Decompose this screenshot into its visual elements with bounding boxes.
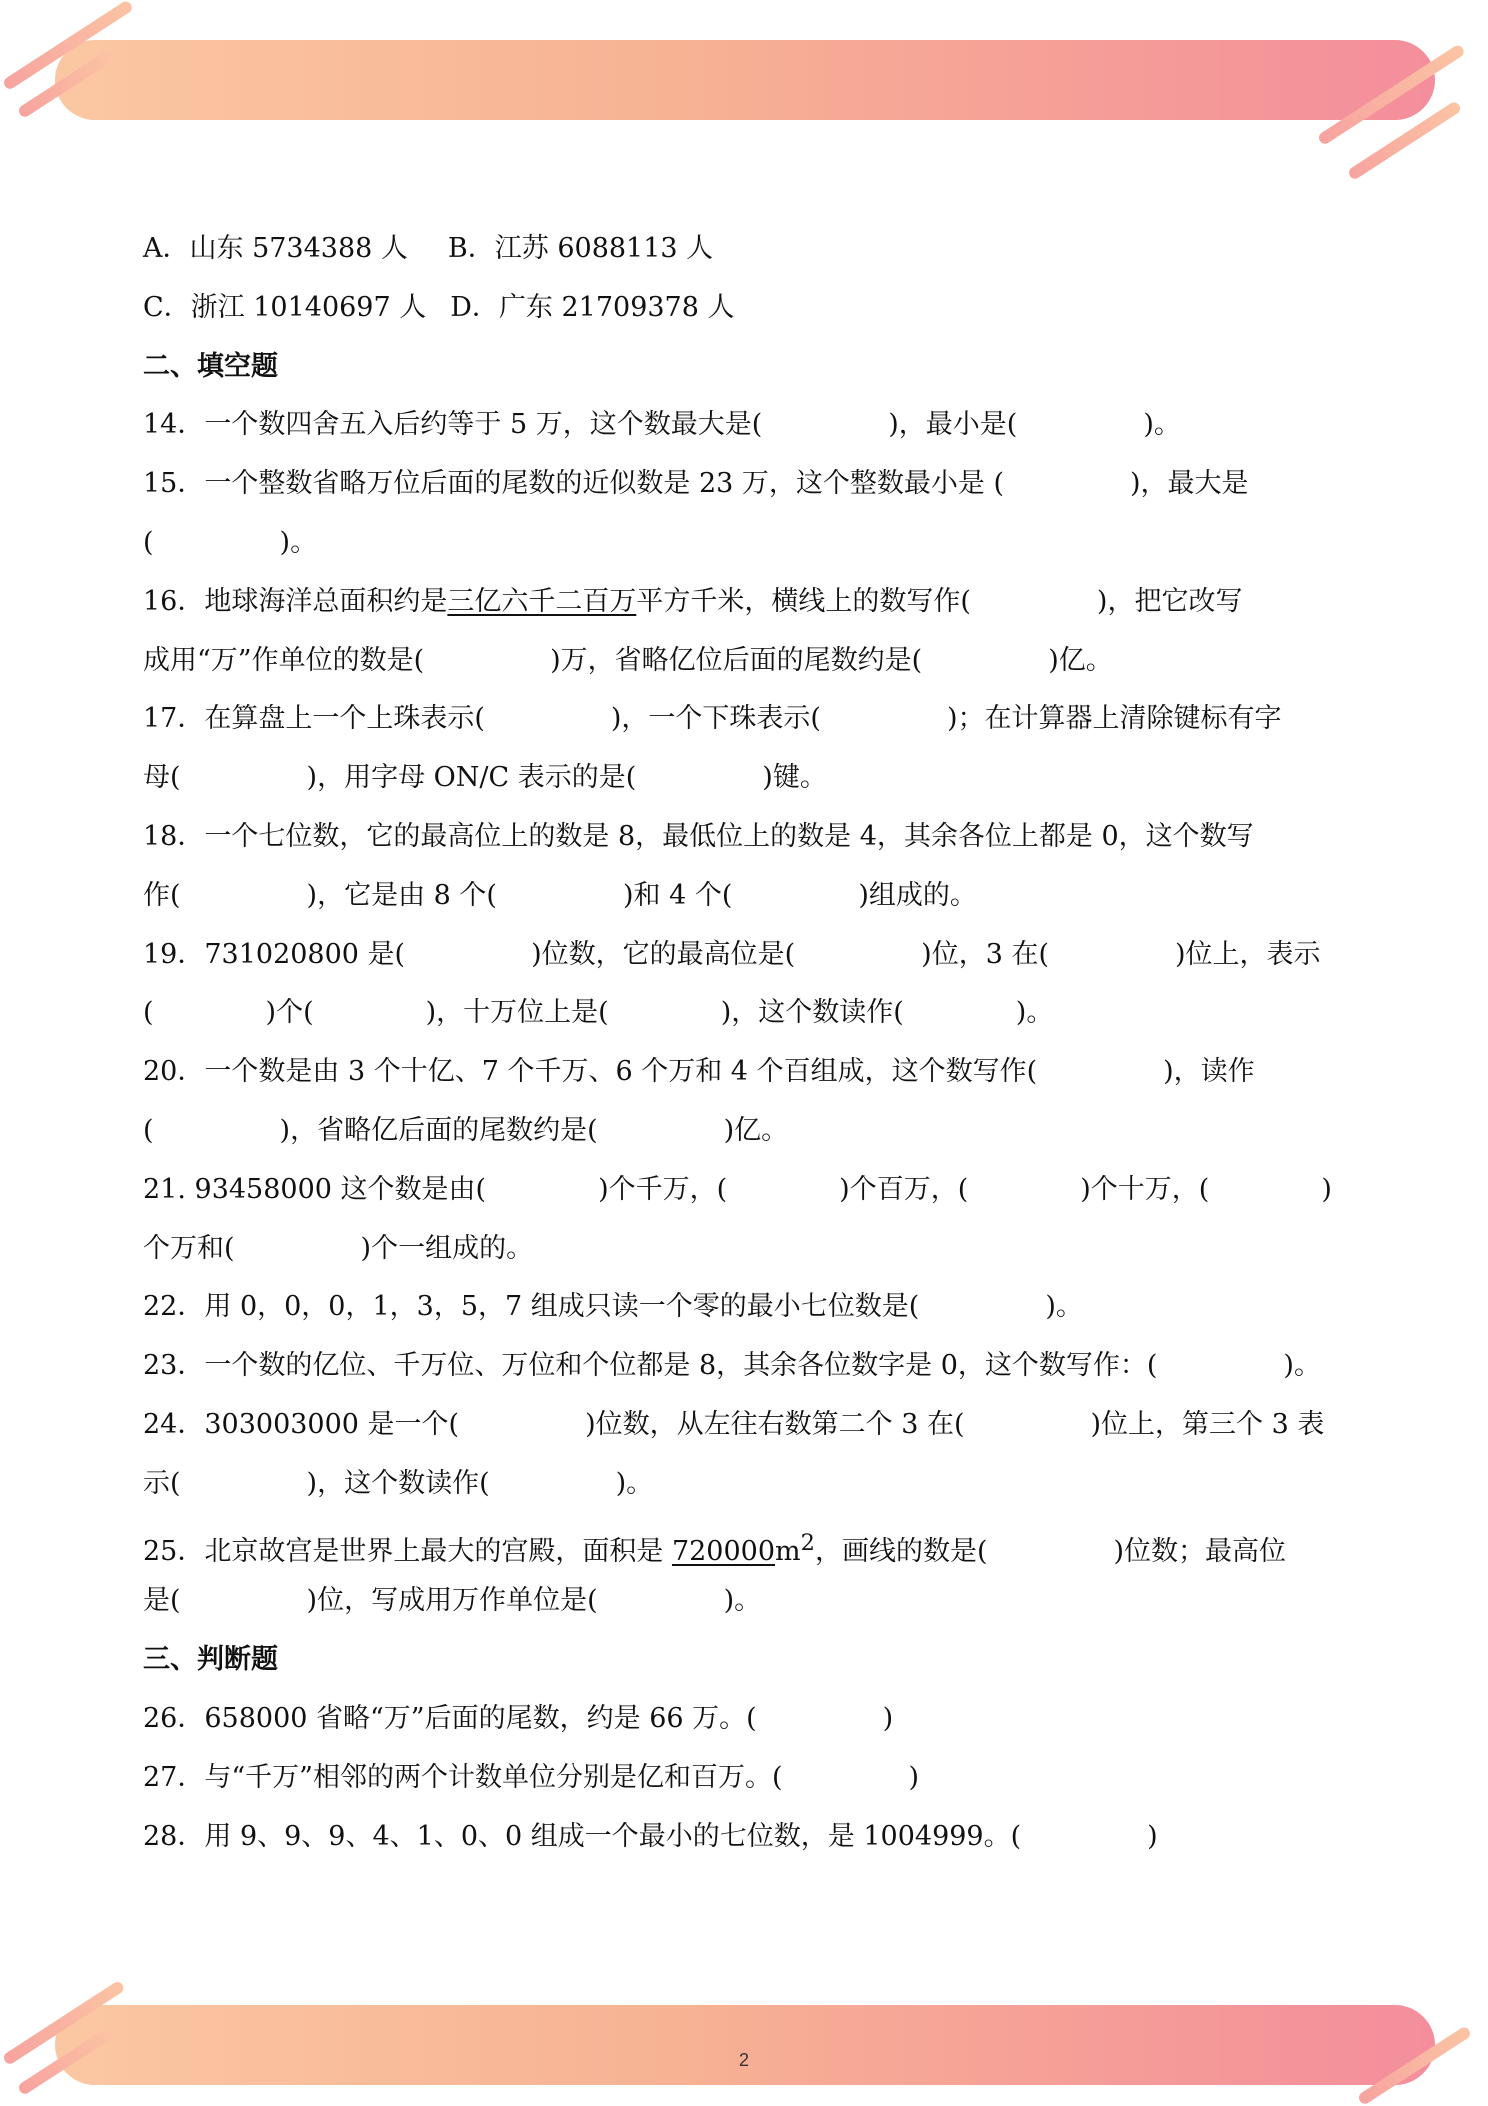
question-20-line-2: ( )，省略亿后面的尾数约是( )亿。 bbox=[143, 1114, 789, 1146]
question-19-line-2: ( )个( )，十万位上是( )，这个数读作( )。 bbox=[143, 997, 1054, 1029]
question-25-line-1: 25．北京故宫是世界上最大的宫殿，面积是 $720000m^2$，画线的数是( )位数；最高位 bbox=[143, 1529, 1287, 1567]
section-title-fill-in: 二、填空题 bbox=[143, 350, 278, 382]
option-b: B．江苏 6088113 人 bbox=[447, 233, 714, 264]
question-28: 28．用 9、9、9、4、1、0、0 组成一个最小的七位数，是 1004999。( ) bbox=[143, 1820, 1158, 1852]
area-unit-exponent: 2 bbox=[800, 1529, 815, 1556]
question-15-line-2: ( )。 bbox=[143, 526, 318, 558]
question-20-line-1: 20．一个数是由 3 个十亿、7 个千万、6 个万和 4 个百组成，这个数写作( )，读作 bbox=[143, 1056, 1255, 1088]
question-24-line-1: 24．303003000 是一个( )位数，从左往右数第二个 3 在( )位上，第三个 3 表 bbox=[143, 1408, 1325, 1440]
worksheet-content bbox=[143, 220, 1353, 1866]
question-18-line-2: 作( )，它是由 8 个( )和 4 个( )组成的。 bbox=[143, 879, 977, 911]
options-line-1 bbox=[143, 220, 1353, 279]
question-23: 23．一个数的亿位、千万位、万位和个位都是 8，其余各位数字是 0，这个数写作：( )。 bbox=[143, 1350, 1321, 1382]
area-unit: m bbox=[775, 1535, 801, 1567]
option-a: A．山东 5734388 人 bbox=[143, 233, 408, 264]
options-line-2 bbox=[143, 279, 1353, 338]
question-21-line-2: 个万和( )个一组成的。 bbox=[143, 1232, 534, 1264]
question-17-line-1: 17．在算盘上一个上珠表示( )，一个下珠表示( )；在计算器上清除键标有字 bbox=[143, 703, 1282, 735]
question-16-line-1: 16．地球海洋总面积约是三亿六千二百万平方千米，横线上的数写作( )，把它改写 bbox=[143, 585, 1243, 617]
section-title-true-false: 三、判断题 bbox=[143, 1644, 278, 1676]
underlined-number: 720000 bbox=[671, 1535, 776, 1567]
footer-band bbox=[55, 2005, 1435, 2085]
underlined-number: 三亿六千二百万 bbox=[447, 585, 637, 617]
question-16-line-2: 成用“万”作单位的数是( )万，省略亿位后面的尾数约是( )亿。 bbox=[143, 644, 1113, 676]
page-number: 2 bbox=[738, 2050, 749, 2070]
question-27: 27．与“千万”相邻的两个计数单位分别是亿和百万。( ) bbox=[143, 1761, 920, 1793]
question-24-line-2: 示( )，这个数读作( )。 bbox=[143, 1467, 654, 1499]
question-15-line-1: 15．一个整数省略万位后面的尾数的近似数是 23 万，这个整数最小是 ( )，最大是 bbox=[143, 468, 1249, 500]
question-25-line-2: 是( )位，写成用万作单位是( )。 bbox=[143, 1585, 762, 1617]
question-14: 14．一个数四舍五入后约等于 5 万，这个数最大是( )，最小是( )。 bbox=[143, 409, 1181, 441]
question-22: 22．用 0，0，0，1，3，5，7 组成只读一个零的最小七位数是( )。 bbox=[143, 1291, 1083, 1323]
question-26: 26．658000 省略“万”后面的尾数，约是 66 万。( ) bbox=[143, 1702, 894, 1734]
question-21-line-1: 21. 93458000 这个数是由( )个千万，( )个百万，( )个十万，( ) bbox=[143, 1173, 1332, 1205]
header-band bbox=[55, 40, 1435, 120]
question-18-line-1: 18．一个七位数，它的最高位上的数是 8，最低位上的数是 4，其余各位上都是 0，这个数写 bbox=[143, 820, 1254, 852]
option-d: D．广东 21709378 人 bbox=[450, 291, 735, 323]
question-19-line-1: 19．731020800 是( )位数，它的最高位是( )位，3 在( )位上，表示 bbox=[143, 938, 1321, 970]
option-c: C．浙江 10140697 人 bbox=[143, 291, 427, 323]
question-17-line-2: 母( )，用字母 ON/C 表示的是( )键。 bbox=[143, 762, 827, 794]
